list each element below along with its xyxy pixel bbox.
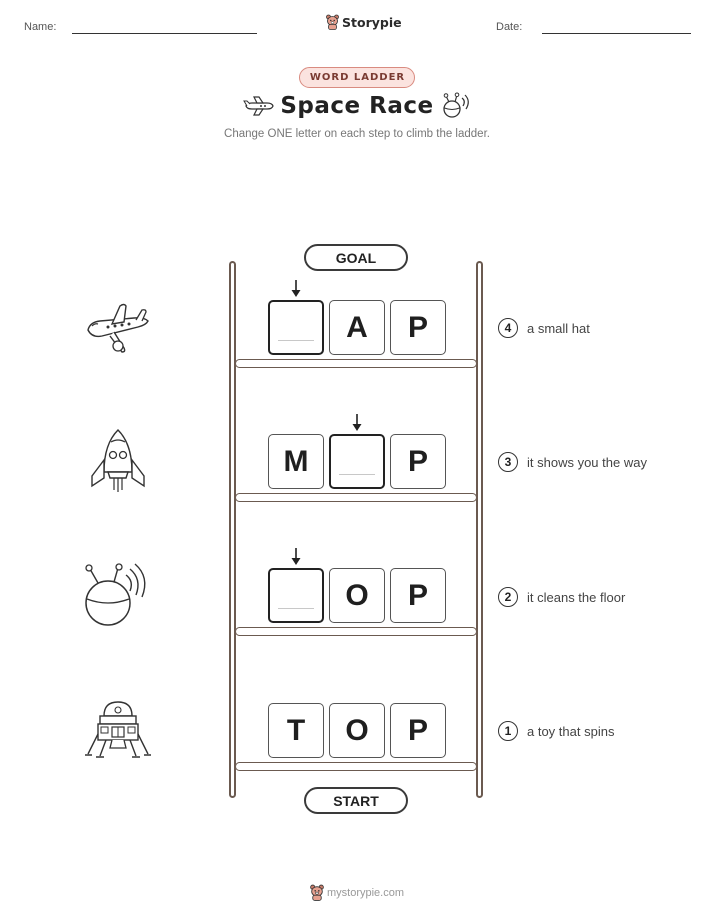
date-label: Date: [496, 21, 523, 33]
step-number: 2 [498, 587, 518, 607]
airplane-icon [84, 300, 152, 356]
page-title: Space Race [280, 93, 434, 119]
clue-row [498, 318, 590, 338]
ladder-rung [235, 627, 477, 636]
ladder-left-rail [229, 261, 236, 798]
letter-tile: P [390, 703, 446, 758]
goal-label: GOAL [304, 244, 408, 271]
letter-tile: A [329, 300, 385, 355]
ladder-rung [235, 359, 477, 368]
letter-tile: O [329, 568, 385, 623]
letter-blank-input[interactable] [329, 434, 385, 489]
name-label: Name: [24, 21, 57, 33]
date-line[interactable] [542, 33, 691, 34]
ladder-rung [235, 493, 477, 502]
ladder-rung [235, 762, 477, 771]
step-number: 3 [498, 452, 518, 472]
bear-mascot-icon [310, 884, 324, 901]
clue-text: it shows you the way [527, 454, 647, 470]
letter-tile: P [390, 568, 446, 623]
step-number: 1 [498, 721, 518, 741]
footer-url[interactable]: mystorypie.com [326, 886, 405, 899]
change-arrow-icon [290, 548, 302, 566]
ladder-right-rail [476, 261, 483, 798]
page-subtitle: Change ONE letter on each step to climb the ladder. [224, 128, 490, 140]
bear-mascot-icon [326, 14, 339, 30]
change-arrow-icon [351, 414, 363, 432]
clue-text: a toy that spins [527, 723, 615, 739]
satellite-icon [82, 563, 152, 629]
satellite-doodle-icon [441, 92, 473, 120]
name-line[interactable] [72, 33, 257, 34]
clue-text: it cleans the floor [527, 589, 626, 605]
change-arrow-icon [290, 280, 302, 298]
letter-blank-input[interactable] [268, 300, 324, 355]
brand-name: Storypie [342, 14, 402, 30]
lunar-lander-icon [84, 698, 152, 762]
start-label: START [304, 787, 408, 814]
letter-tile: T [268, 703, 324, 758]
clue-text: a small hat [527, 320, 590, 336]
letter-tile: M [268, 434, 324, 489]
rocket-icon [86, 428, 150, 494]
letter-tile: O [329, 703, 385, 758]
clue-row [498, 721, 614, 741]
letter-blank-input[interactable] [268, 568, 324, 623]
letter-tile: P [390, 300, 446, 355]
brand-logo [326, 14, 402, 30]
clue-row [498, 452, 647, 472]
activity-badge: WORD LADDER [299, 67, 415, 88]
step-number: 4 [498, 318, 518, 338]
footer-brand [310, 884, 404, 901]
letter-tile: P [390, 434, 446, 489]
clue-row [498, 587, 625, 607]
